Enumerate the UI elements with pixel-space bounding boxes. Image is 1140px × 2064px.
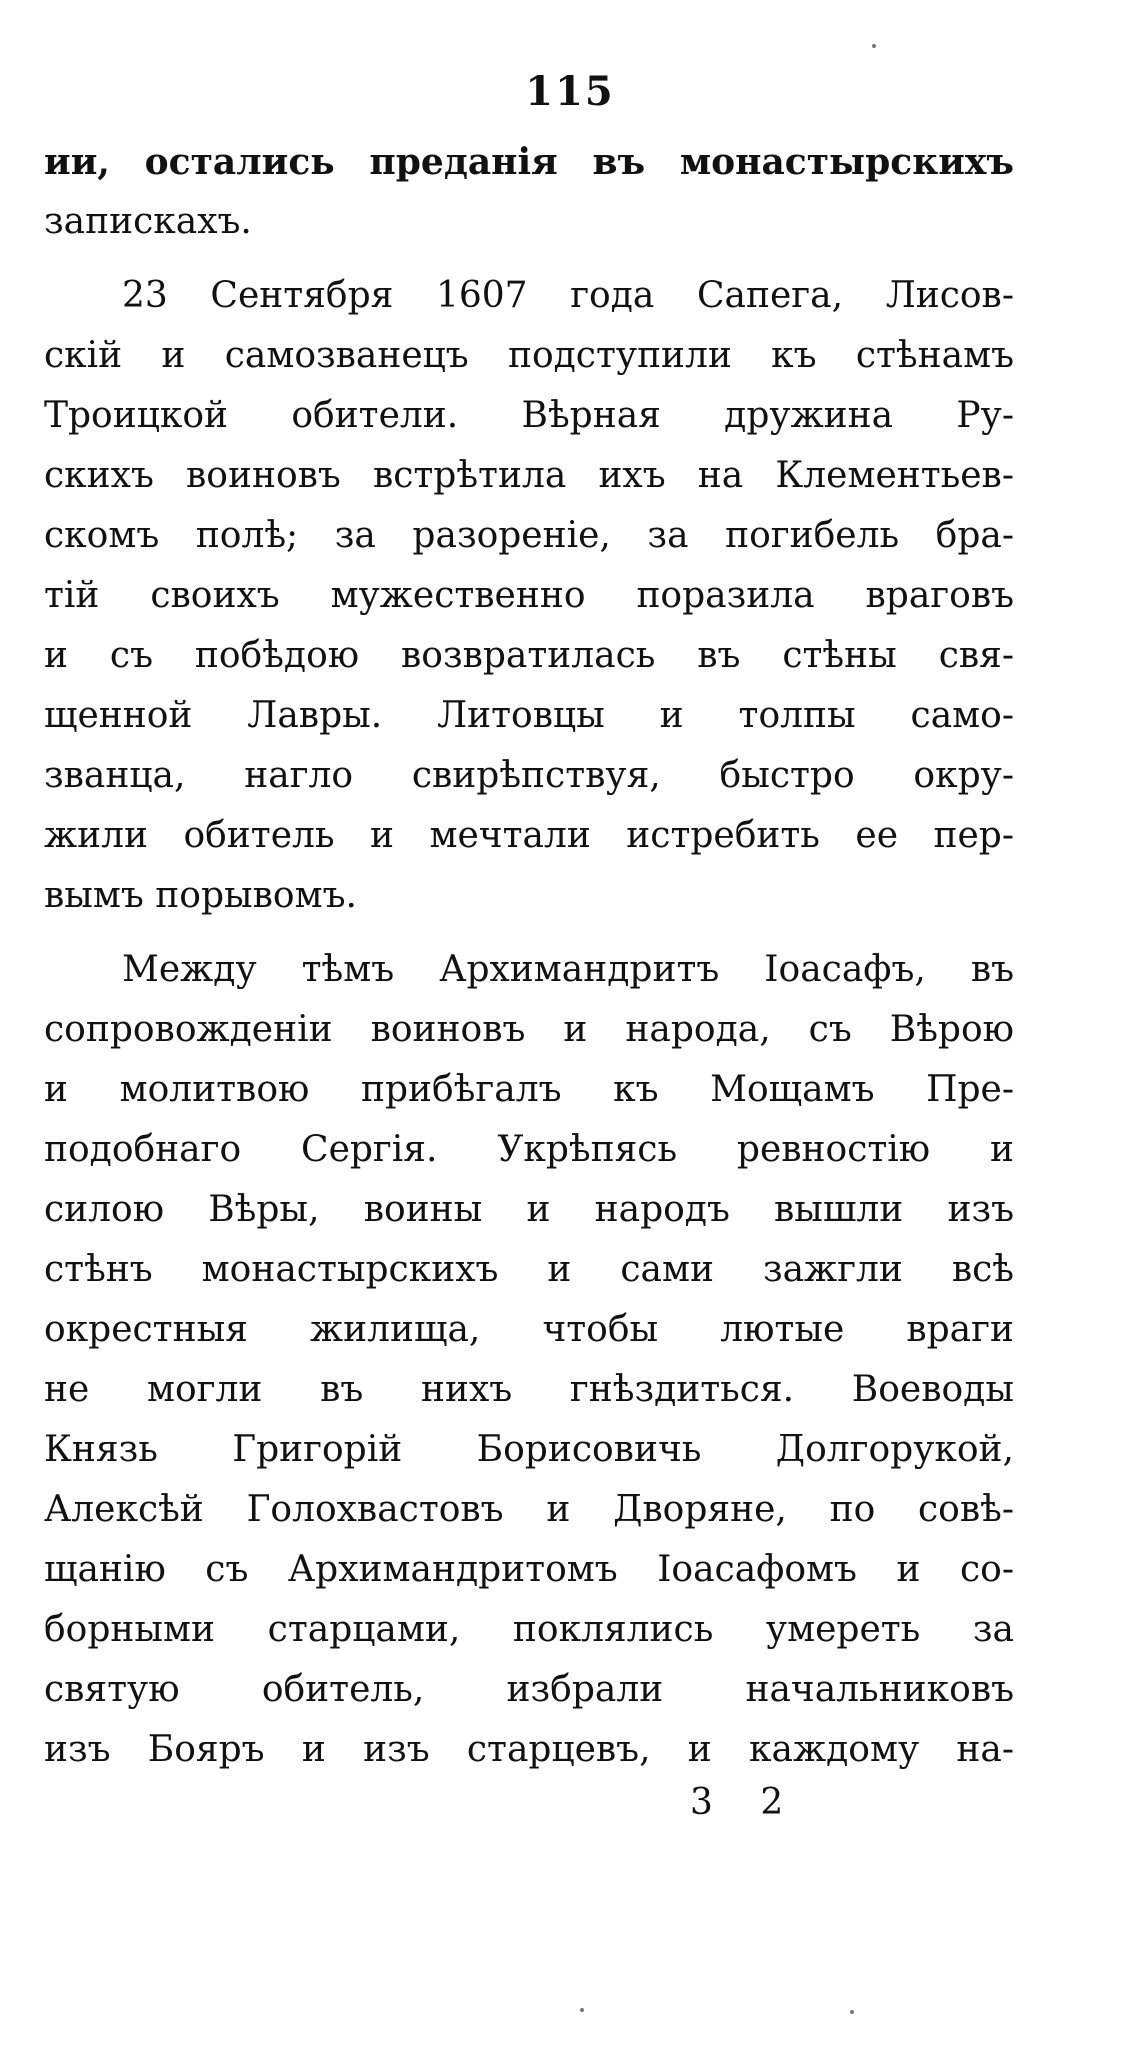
text-line: и молитвою прибѣгалъ къ Мощамъ Пре- [44,1069,1014,1110]
text-line: щанію съ Архимандритомъ Іоасафомъ и со- [44,1549,1014,1590]
text-line: вымъ порывомъ. [44,875,357,916]
paragraph-archimandrite [44,940,1014,1780]
text-line: борными старцами, поклялись умереть за [44,1609,1014,1650]
text-line: скій и самозванецъ подступили къ стѣнамъ [44,335,1014,376]
body-text [44,132,1014,1780]
text-line: силою Вѣры, воины и народъ вышли изъ [44,1189,1014,1230]
text-line: тій своихъ мужественно поразила враговъ [44,575,1014,616]
text-line: щенной Лавры. Литовцы и толпы само- [44,695,1014,736]
paper-speck [580,2008,584,2012]
text-line: стѣнъ монастырскихъ и сами зажгли всѣ [44,1249,1014,1290]
paper-speck [872,44,876,48]
text-line: не могли въ нихъ гнѣздиться. Воеводы [44,1369,1014,1410]
page-number: 115 [525,68,615,115]
text-line: ии, остались преданія въ монастырскихъ [44,141,1014,183]
text-line: святую обитель, избрали начальниковъ [44,1669,1014,1710]
text-line: Алексѣй Голохвастовъ и Дворяне, по совѣ- [44,1489,1014,1530]
text-line: жили обитель и мечтали истребить ее пер- [44,815,1014,856]
text-line: Князь Григорій Борисовичь Долгорукой, [44,1429,1014,1470]
text-line: и съ побѣдою возвратилась въ стѣны свя- [44,635,1014,676]
paragraph-siege-start [44,266,1014,926]
text-line: подобнаго Сергія. Укрѣпясь ревностію и [44,1129,1014,1170]
text-line: Между тѣмъ Архимандритъ Іоасафъ, въ [122,949,1014,990]
text-line: окрестныя жилища, чтобы лютые враги [44,1309,1014,1350]
paper-speck [850,2010,854,2014]
text-line: званца, нагло свирѣпствуя, быстро окру- [44,755,1014,796]
text-line: сопровожденіи воиновъ и народа, съ Вѣрою [44,1009,1014,1050]
signature-mark: 3 2 [690,1782,802,1823]
continued-paragraph [44,132,1014,252]
text-line: Троицкой обители. Вѣрная дружина Ру- [44,395,1014,436]
text-line: скихъ воиновъ встрѣтила ихъ на Клементьев- [44,455,1014,496]
text-line: скомъ полѣ; за разореніе, за погибель бра- [44,515,1014,556]
text-line: 23 Сентября 1607 года Сапега, Лисов- [122,275,1014,316]
text-line: изъ Бояръ и изъ старцевъ, и каждому на- [44,1729,1014,1770]
text-line: запискахъ. [44,201,252,242]
